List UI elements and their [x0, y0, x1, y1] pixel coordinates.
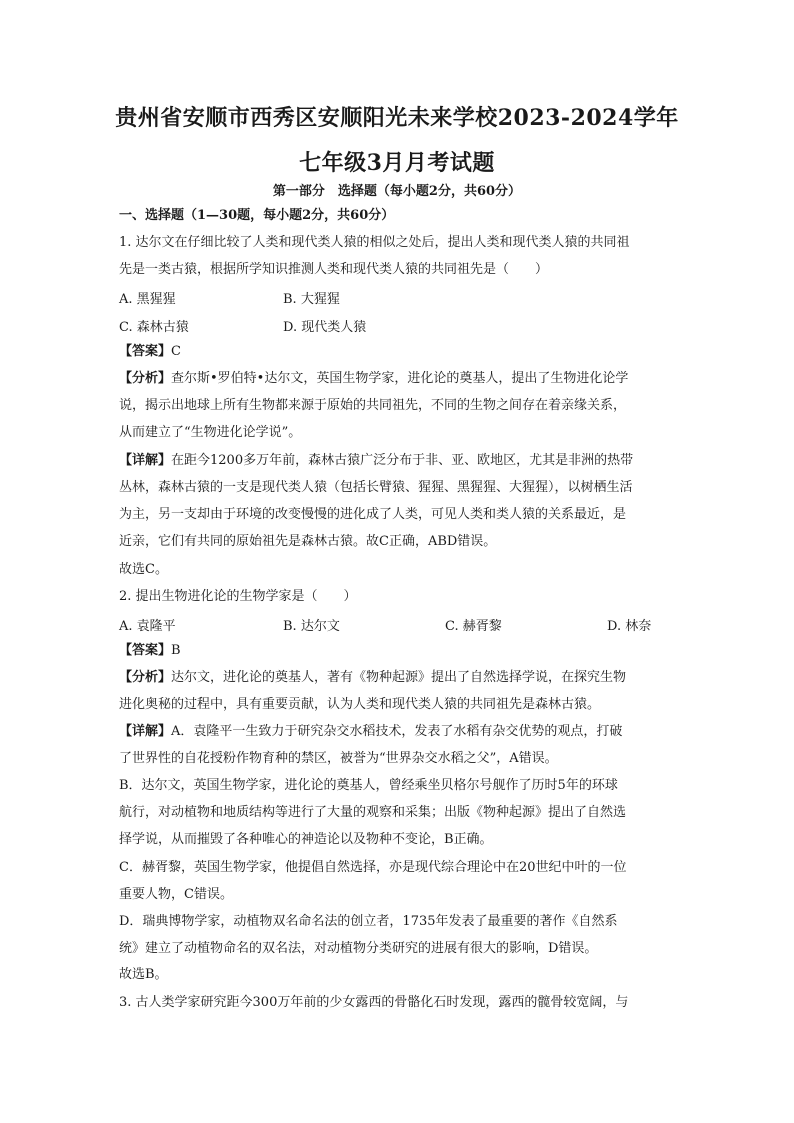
q1-detail-line3: 为主，另一支却由于环境的改变慢慢的进化成了人类，可见人类和类人猿的关系最近，是 — [119, 507, 627, 522]
document-title-line1: 贵州省安顺市西秀区安顺阳光未来学校2023-2024学年 — [115, 105, 679, 131]
detail-text: 在距今1200多万年前，森林古猿广泛分布于非、亚、欧地区，尤其是非洲的热带 — [171, 453, 634, 468]
q1-analysis-line2: 说，揭示出地球上所有生物都来源于原始的共同祖先，不同的生物之间存在着亲缘关系， — [119, 398, 627, 413]
q1-analysis-line1 — [119, 370, 679, 388]
q1-detail-line2: 丛林，森林古猿的一支是现代类人猿（包括长臂猿、猩猩、黑猩猩、大猩猩），以树栖生活 — [119, 480, 633, 495]
q2-detail-b-line3: 择学说，从而摧毁了各种唯心的神造论以及物种不变论，B正确。 — [119, 832, 493, 847]
q1-answer — [119, 343, 679, 361]
analysis-tag: 【分析】 — [119, 371, 172, 386]
q1-stem-line1: 1. 达尔文在仔细比较了人类和现代类人猿的相似之处后，提出人类和现代类人猿的共同祖 — [119, 235, 630, 250]
document-title-line2: 七年级3月月考试题 — [299, 150, 495, 176]
q1-option-c: C. 森林古猿 — [119, 320, 189, 335]
q1-detail-line1 — [119, 452, 679, 470]
q2-detail-c-line1: C．赫胥黎，英国生物学家，他提倡自然选择，亦是现代综合理论中在20世纪中叶的一位 — [119, 860, 627, 875]
q2-analysis-line2: 进化奥秘的过程中，具有重要贡献，认为人类和现代类人猿的共同祖先是森林古猿。 — [119, 697, 601, 712]
detail-text: A．袁隆平一生致力于研究杂交水稻技术，发表了水稻有杂交优势的观点，打破 — [171, 724, 623, 739]
q2-answer — [119, 642, 679, 660]
detail-tag: 【详解】 — [119, 453, 172, 468]
q2-detail-d-line1: D．瑞典博物学家，动植物双名命名法的创立者，1735年发表了最重要的著作《自然系 — [119, 914, 618, 929]
part-heading: 第一部分 选择题（每小题2分，共60分） — [272, 184, 522, 199]
analysis-text: 查尔斯•罗伯特•达尔文，英国生物学家，进化论的奠基人，提出了生物进化论学 — [171, 371, 629, 386]
q1-option-a: A. 黑猩猩 — [119, 292, 176, 307]
q2-choose: 故选B。 — [119, 967, 168, 982]
q1-option-b: B. 大猩猩 — [283, 292, 340, 307]
q2-detail-b-line2: 航行，对动植物和地质结构等进行了大量的观察和采集；出版《物种起源》提出了自然选 — [119, 805, 627, 820]
q2-stem: 2. 提出生物进化论的生物学家是（ ） — [119, 589, 357, 604]
answer-value: C — [171, 344, 181, 359]
q2-option-b: B. 达尔文 — [283, 619, 340, 634]
q1-option-d: D. 现代类人猿 — [283, 320, 367, 335]
q2-detail-c-line2: 重要人物，C错误。 — [119, 887, 233, 902]
q1-choose: 故选C。 — [119, 562, 168, 577]
detail-tag: 【详解】 — [119, 724, 172, 739]
q2-detail-d-line2: 统》建立了动植物命名的双名法，对动植物分类研究的进展有很大的影响，D错误。 — [119, 941, 598, 956]
q3-stem-line1: 3. 古人类学家研究距今300万年前的少女露西的骨骼化石时发现，露西的髋骨较宽阔，与 — [119, 995, 629, 1010]
q1-stem-line2: 先是一类古猿，根据所学知识推测人类和现代类人猿的共同祖先是（ ） — [119, 262, 549, 277]
q2-option-c: C. 赫胥黎 — [445, 619, 502, 634]
analysis-tag: 【分析】 — [119, 670, 172, 685]
q2-detail-a-line1 — [119, 723, 679, 741]
q2-option-d: D. 林奈 — [607, 619, 652, 634]
q2-detail-a-line2: 了世界性的自花授粉作物育种的禁区，被誉为“世界杂交水稻之父”，A错误。 — [119, 751, 558, 766]
q2-detail-b-line1: B．达尔文，英国生物学家，进化论的奠基人，曾经乘坐贝格尔号舰作了历时5年的环球 — [119, 778, 618, 793]
answer-value: B — [171, 643, 181, 658]
analysis-text: 达尔文，进化论的奠基人，著有《物种起源》提出了自然选择学说，在探究生物 — [171, 670, 627, 685]
answer-tag: 【答案】 — [119, 344, 172, 359]
q2-analysis-line1 — [119, 669, 679, 687]
q2-option-a: A. 袁隆平 — [119, 619, 176, 634]
q1-detail-line4: 近亲，它们有共同的原始祖先是森林古猿。故C正确，ABD错误。 — [119, 534, 497, 549]
q1-analysis-line3: 从而建立了“生物进化论学说”。 — [119, 425, 302, 440]
answer-tag: 【答案】 — [119, 643, 172, 658]
section-heading: 一、选择题（1—30题，每小题2分，共60分） — [119, 208, 395, 223]
